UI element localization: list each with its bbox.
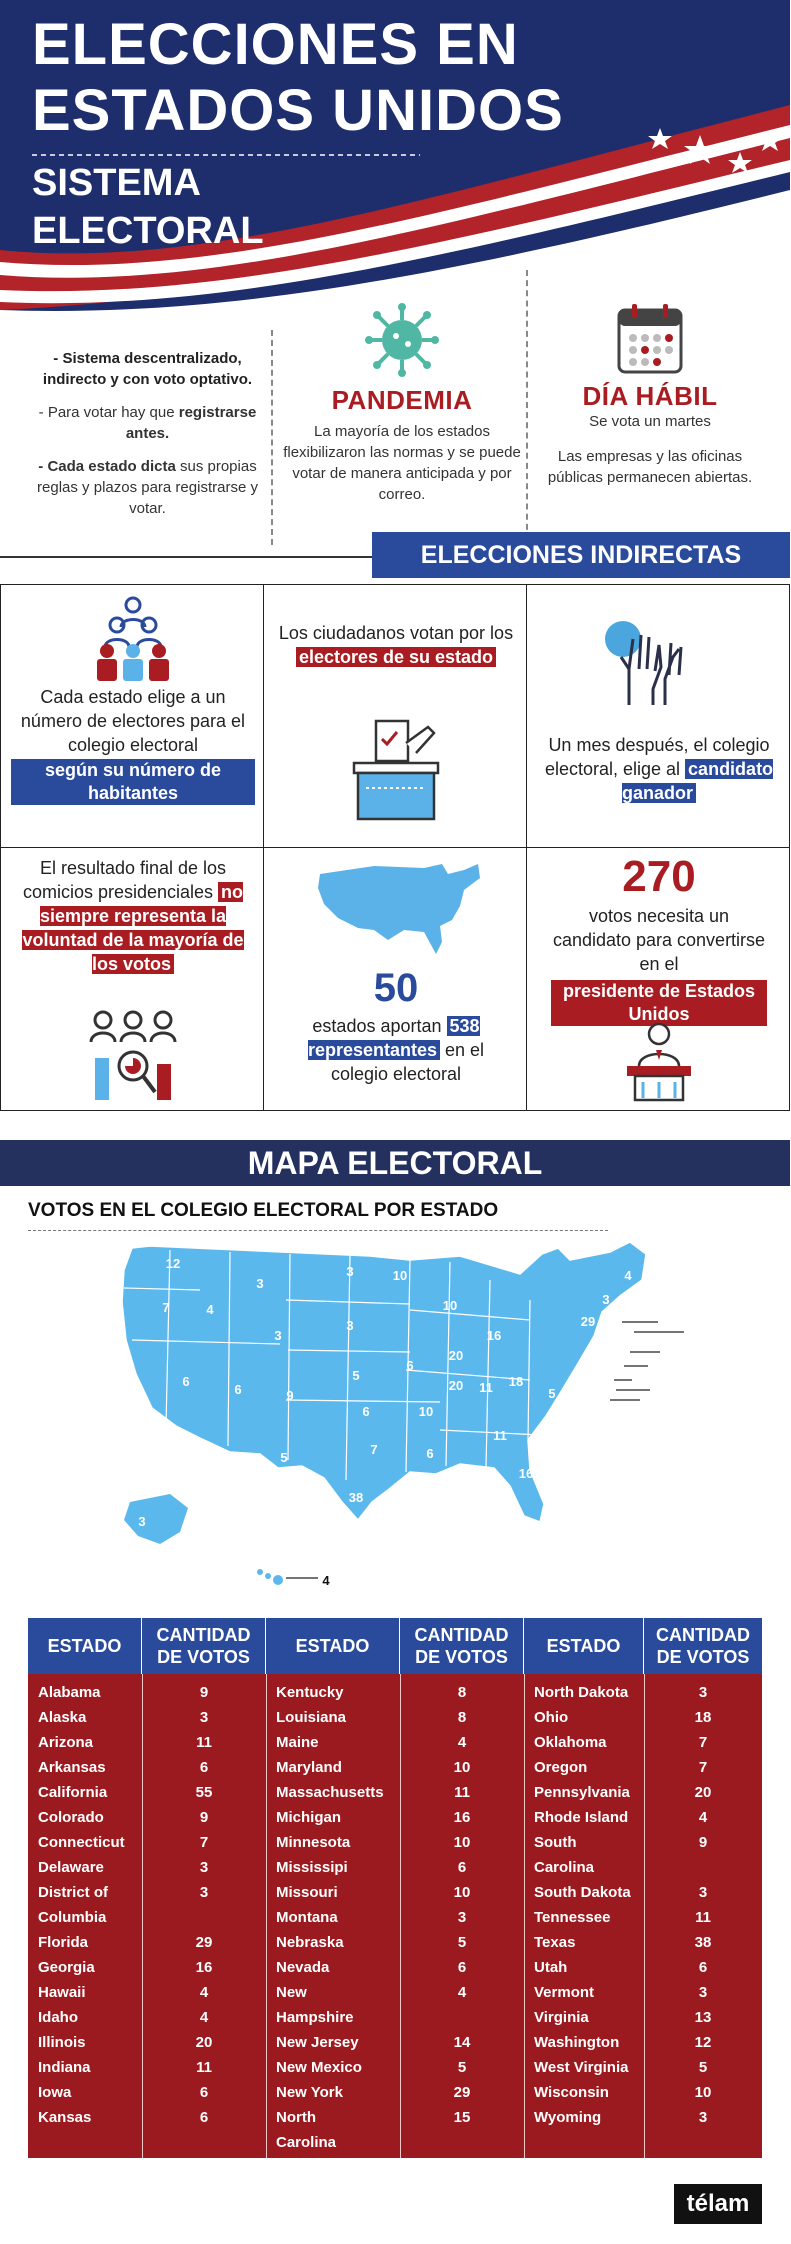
map-label-az: 11 xyxy=(215,1450,229,1465)
crowd-icon xyxy=(93,595,173,683)
table-cell-state: Minnesota xyxy=(276,1834,351,1851)
pandemia-text: La mayoría de los estados flexibilizaron las normas y se puede votar de manera anticipada y por correo. xyxy=(283,423,521,503)
map-label-ar: 6 xyxy=(426,1446,434,1461)
table-cell-state: New Mexico xyxy=(276,2059,362,2076)
table-cell-state: Alabama xyxy=(38,1684,101,1701)
intro-left-p3b: sus propias reglas y plazos para registrarse y votar. xyxy=(37,458,258,517)
grid-cell-result xyxy=(0,847,264,1111)
map-label-in: 11 xyxy=(479,1380,493,1395)
table-cell-votes: 13 xyxy=(694,2009,712,2026)
table-cell-state: Connecticut xyxy=(38,1834,125,1851)
table-cell-state: West Virginia xyxy=(534,2059,629,2076)
map-label-ne: 5 xyxy=(352,1368,360,1383)
table-cell-state: Louisiana xyxy=(276,1709,347,1726)
header-banner xyxy=(0,0,790,330)
map-label-mt: 3 xyxy=(256,1276,264,1291)
table-cell-votes: 18 xyxy=(694,1709,712,1726)
table-cell-votes: 8 xyxy=(457,1709,467,1726)
table-cell-votes: 6 xyxy=(698,1959,708,1976)
table-cell-state: New York xyxy=(276,2084,343,2101)
table-cell-state: Carolina xyxy=(276,2134,337,2151)
table-cell-votes: 10 xyxy=(694,2084,712,2101)
header-votes-3: CANTIDAD DE VOTOS xyxy=(644,1618,762,1674)
map-label-il2: 20 xyxy=(448,1348,464,1363)
table-cell-votes: 10 xyxy=(453,1884,471,1901)
map-label-nh: 4 xyxy=(686,1320,694,1335)
map-label-ny: 29 xyxy=(580,1314,596,1329)
table-cell-votes: 4 xyxy=(199,1984,209,2001)
grid-cell-vote xyxy=(263,584,527,848)
intro-left xyxy=(30,348,265,519)
map-label-md: 10 xyxy=(650,1378,666,1393)
header-state-1: ESTADO xyxy=(28,1618,142,1674)
col-divider xyxy=(524,1674,525,2158)
map-label-ok: 7 xyxy=(370,1442,378,1457)
table-cell-votes: 38 xyxy=(694,1934,712,1951)
map-label-wi: 10 xyxy=(442,1298,458,1313)
map-label-or: 7 xyxy=(162,1300,170,1315)
map-label-ak: 3 xyxy=(138,1514,146,1529)
table-cell-state: California xyxy=(38,1784,108,1801)
grid-cell-270 xyxy=(526,847,790,1111)
table-cell-votes: 11 xyxy=(196,1734,212,1751)
table-cell-votes: 10 xyxy=(453,1759,471,1776)
table-cell-state: South Dakota xyxy=(534,1884,631,1901)
table-cell-votes: 9 xyxy=(199,1809,209,1826)
table-cell-votes: 4 xyxy=(457,1734,467,1751)
cell-270-highlight: presidente de Estados Unidos xyxy=(551,980,767,1026)
map-label-nv: 6 xyxy=(182,1374,190,1389)
table-cell-state: Pennsylvania xyxy=(534,1784,630,1801)
table-cell-state: Massachusetts xyxy=(276,1784,384,1801)
table-cell-votes: 3 xyxy=(698,2109,708,2126)
table-cell-state: Indiana xyxy=(38,2059,91,2076)
table-cell-state: North Dakota xyxy=(534,1684,629,1701)
table-cell-state: Arizona xyxy=(38,1734,94,1751)
telam-logo: télam xyxy=(674,2184,762,2224)
cell-vote-highlight: electores de su estado xyxy=(296,647,496,667)
map-label-oh: 18 xyxy=(508,1374,524,1389)
table-cell-state: Wisconsin xyxy=(534,2084,609,2101)
cell-winner-highlight: candidato ganador xyxy=(621,759,774,803)
table-cell-state: Wyoming xyxy=(534,2109,602,2126)
table-cell-votes: 4 xyxy=(698,1809,708,1826)
us-map-icon xyxy=(314,860,484,958)
map-label-al: 9 xyxy=(488,1464,496,1479)
table-cell-state: Michigan xyxy=(276,1809,342,1826)
table-cell-state: Colorado xyxy=(38,1809,104,1826)
cell-vote-text: Los ciudadanos votan por los electores de su estado xyxy=(278,623,514,667)
cell-states-highlight: 538 representantes xyxy=(307,1016,480,1060)
table-cell-state: Missouri xyxy=(276,1884,338,1901)
cell-electors-text: Cada estado elige a un número de electores para el colegio electoral según su número de habitantes xyxy=(11,685,255,805)
table-cell-state: District of xyxy=(38,1884,109,1901)
table-cell-state: Utah xyxy=(534,1959,568,1976)
table-cell-votes: 12 xyxy=(694,2034,712,2051)
title-line2: ESTADOS UNIDOS xyxy=(32,78,564,143)
map-label-nc: 15 xyxy=(554,1420,570,1435)
table-cell-votes: 15 xyxy=(453,2109,471,2126)
ballot-box-icon xyxy=(346,713,446,823)
intro-left-p3a: - Cada estado dicta xyxy=(38,458,176,475)
map-label-ut: 6 xyxy=(234,1382,242,1397)
intro-left-p2b: registrarse antes. xyxy=(125,404,257,442)
map-label-nj: 14 xyxy=(646,1354,662,1369)
map-label-vt: 3 xyxy=(602,1292,610,1307)
votes-table xyxy=(28,1618,762,2158)
table-cell-state: Washington xyxy=(534,2034,620,2051)
table-cell-votes: 6 xyxy=(199,1759,209,1776)
table-cell-votes: 11 xyxy=(695,1909,711,1926)
map-label-sd: 3 xyxy=(346,1318,354,1333)
table-cell-votes: 11 xyxy=(454,1784,470,1801)
map-label-wy: 3 xyxy=(274,1328,282,1343)
table-cell-votes: 6 xyxy=(199,2109,209,2126)
map-label-co: 9 xyxy=(286,1388,294,1403)
map-label-ks: 6 xyxy=(362,1404,370,1419)
table-cell-votes: 14 xyxy=(453,2034,471,2051)
map-label-me: 4 xyxy=(624,1268,632,1283)
table-cell-state: Maryland xyxy=(276,1759,342,1776)
indirect-banner: ELECCIONES INDIRECTAS xyxy=(372,532,790,578)
table-cell-votes: 6 xyxy=(199,2084,209,2101)
table-cell-votes: 7 xyxy=(199,1834,209,1851)
table-cell-state: North xyxy=(276,2109,316,2126)
table-cell-votes: 29 xyxy=(195,1934,213,1951)
map-label-dc: 3 xyxy=(642,1388,650,1403)
people-search-icon xyxy=(83,1008,183,1102)
table-cell-votes: 7 xyxy=(698,1734,708,1751)
table-cell-votes: 7 xyxy=(698,1759,708,1776)
table-cell-state: Arkansas xyxy=(38,1759,106,1776)
pandemia-heading: PANDEMIA xyxy=(331,385,473,415)
table-cell-votes: 6 xyxy=(457,1959,467,1976)
table-cell-state: Carolina xyxy=(534,1859,595,1876)
rule-line xyxy=(0,556,372,558)
table-cell-votes: 5 xyxy=(457,2059,467,2076)
cell-270-text: votos necesita un candidato para convertirse en el presidente de Estados Unidos xyxy=(552,906,766,1024)
table-cell-state: New xyxy=(276,1984,307,2001)
map-label-wv: 5 xyxy=(548,1386,556,1401)
table-cell-votes: 3 xyxy=(199,1709,209,1726)
votes-270-number: 270 xyxy=(622,852,696,901)
table-cell-votes: 16 xyxy=(453,1809,471,1826)
map-label-nm: 5 xyxy=(280,1450,288,1465)
header-votes-1: CANTIDAD DE VOTOS xyxy=(142,1618,266,1674)
map-label-tx: 38 xyxy=(348,1490,364,1505)
map-label-de: 3 xyxy=(634,1368,642,1383)
table-cell-state: Rhode Island xyxy=(534,1809,629,1826)
map-label-ct: 7 xyxy=(662,1340,670,1355)
table-cell-state: Kansas xyxy=(38,2109,92,2126)
dia-habil-sub: Se vota un martes xyxy=(589,413,711,430)
table-cell-votes: 3 xyxy=(199,1884,209,1901)
table-cell-state: Kentucky xyxy=(276,1684,344,1701)
table-cell-votes: 3 xyxy=(457,1909,467,1926)
divider xyxy=(526,270,528,540)
table-cell-state: Ohio xyxy=(534,1709,569,1726)
title-line1: ELECCIONES EN xyxy=(32,12,519,77)
table-cell-votes: 4 xyxy=(457,1984,467,2001)
dia-habil-text: Las empresas y las oficinas públicas permanecen abiertas. xyxy=(547,448,753,486)
header-state-3: ESTADO xyxy=(524,1618,644,1674)
table-cell-state: Oregon xyxy=(534,1759,588,1776)
cell-states-text: estados aportan 538 representantes en el colegio electoral xyxy=(307,1016,485,1084)
cell-winner-text: Un mes después, el colegio electoral, elige al candidato ganador xyxy=(544,735,774,803)
map-label-ma: 11 xyxy=(657,1310,671,1325)
map-label-la: 8 xyxy=(426,1482,434,1497)
table-cell-votes: 8 xyxy=(457,1684,467,1701)
table-cell-votes: 55 xyxy=(195,1784,213,1801)
map-label-tn: 11 xyxy=(493,1428,507,1443)
table-cell-state: Oklahoma xyxy=(534,1734,607,1751)
table-cell-votes: 11 xyxy=(196,2059,212,2076)
table-cell-votes: 3 xyxy=(698,1984,708,2001)
map-label-wa: 12 xyxy=(165,1256,181,1271)
table-cell-votes: 16 xyxy=(195,1959,213,1976)
table-cell-state: Columbia xyxy=(38,1909,107,1926)
table-cell-votes: 3 xyxy=(698,1684,708,1701)
subtitle-line1: SISTEMA xyxy=(32,162,201,204)
president-podium-icon xyxy=(613,1020,705,1104)
intro-right xyxy=(530,300,770,488)
table-cell-state: Montana xyxy=(276,1909,338,1926)
map-label-ms: 6 xyxy=(458,1464,466,1479)
table-cell-votes: 6 xyxy=(457,1859,467,1876)
table-cell-state: New Jersey xyxy=(276,2034,359,2051)
table-cell-state: Illinois xyxy=(38,2034,86,2051)
cell-result-text: El resultado final de los comicios presidenciales no siempre representa la voluntad de la mayoría de los votos xyxy=(22,858,244,974)
raised-hands-icon xyxy=(599,609,689,709)
table-cell-votes: 20 xyxy=(195,2034,213,2051)
grid-cell-electors xyxy=(0,584,264,848)
map-banner: MAPA ELECTORAL xyxy=(0,1140,790,1186)
grid-cell-winner xyxy=(526,584,790,848)
subtitle-line2: ELECTORAL xyxy=(32,210,264,252)
header-state-2: ESTADO xyxy=(266,1618,400,1674)
states-number: 50 xyxy=(373,966,419,1010)
table-cell-state: Tennessee xyxy=(534,1909,611,1926)
table-cell-votes: 10 xyxy=(453,1834,471,1851)
table-cell-votes: 29 xyxy=(453,2084,471,2101)
map-label-id: 4 xyxy=(206,1302,214,1317)
table-cell-state: Virginia xyxy=(534,2009,589,2026)
table-cell-state: Maine xyxy=(276,1734,319,1751)
table-cell-votes: 20 xyxy=(694,1784,712,1801)
table-cell-votes: 9 xyxy=(698,1834,708,1851)
map-label-hi: 4 xyxy=(322,1573,330,1588)
electoral-map xyxy=(110,1240,694,1600)
dia-habil-heading: DÍA HÁBIL xyxy=(582,381,718,411)
map-label-mn: 10 xyxy=(392,1268,408,1283)
grid-cell-states xyxy=(263,847,527,1111)
table-cell-state: Florida xyxy=(38,1934,89,1951)
table-cell-state: Hawaii xyxy=(38,1984,86,2001)
map-label-nd: 3 xyxy=(346,1264,354,1279)
cell-result-highlight: no siempre representa la voluntad de la mayoría de los votos xyxy=(22,882,244,974)
table-cell-state: South xyxy=(534,1834,577,1851)
map-label-il: 20 xyxy=(448,1378,464,1393)
table-cell-state: Texas xyxy=(534,1934,576,1951)
map-label-fl: 29 xyxy=(546,1512,562,1527)
divider xyxy=(271,330,273,545)
map-label-mo: 10 xyxy=(418,1404,434,1419)
virus-icon xyxy=(362,300,442,380)
table-cell-votes: 3 xyxy=(199,1859,209,1876)
table-cell-state: Idaho xyxy=(38,2009,78,2026)
intro-left-p1: - Sistema descentralizado, indirecto y con voto optativo. xyxy=(42,350,253,388)
intro-left-p2a: - Para votar hay que xyxy=(38,404,179,421)
table-cell-state: Hampshire xyxy=(276,2009,354,2026)
table-cell-state: Delaware xyxy=(38,1859,104,1876)
table-cell-state: Mississipi xyxy=(276,1859,348,1876)
table-cell-state: Vermont xyxy=(534,1984,595,2001)
map-label-sc: 9 xyxy=(552,1444,560,1459)
header-votes-2: CANTIDAD DE VOTOS xyxy=(400,1618,524,1674)
table-cell-votes: 9 xyxy=(199,1684,209,1701)
map-label-mi: 16 xyxy=(486,1328,502,1343)
map-label-va: 13 xyxy=(564,1398,580,1413)
map-label-ca: 55 xyxy=(138,1406,154,1421)
table-cell-votes: 4 xyxy=(199,2009,209,2026)
table-cell-state: Iowa xyxy=(38,2084,72,2101)
col-divider xyxy=(266,1674,267,2158)
map-label-ga: 16 xyxy=(518,1466,534,1481)
table-cell-state: Nevada xyxy=(276,1959,330,1976)
table-cell-votes: 3 xyxy=(698,1884,708,1901)
table-cell-state: Nebraska xyxy=(276,1934,344,1951)
calendar-icon xyxy=(615,300,685,376)
table-cell-state: Georgia xyxy=(38,1959,95,1976)
table-cell-votes: 5 xyxy=(698,2059,708,2076)
map-label-ia: 6 xyxy=(406,1358,414,1373)
cell-electors-highlight: según su número de habitantes xyxy=(11,759,255,805)
map-subtitle: VOTOS EN EL COLEGIO ELECTORAL POR ESTADO xyxy=(28,1200,499,1221)
table-cell-state: Alaska xyxy=(38,1709,87,1726)
intro-middle xyxy=(282,300,522,505)
map-subtitle-rule xyxy=(28,1230,608,1231)
table-cell-votes: 5 xyxy=(457,1934,467,1951)
